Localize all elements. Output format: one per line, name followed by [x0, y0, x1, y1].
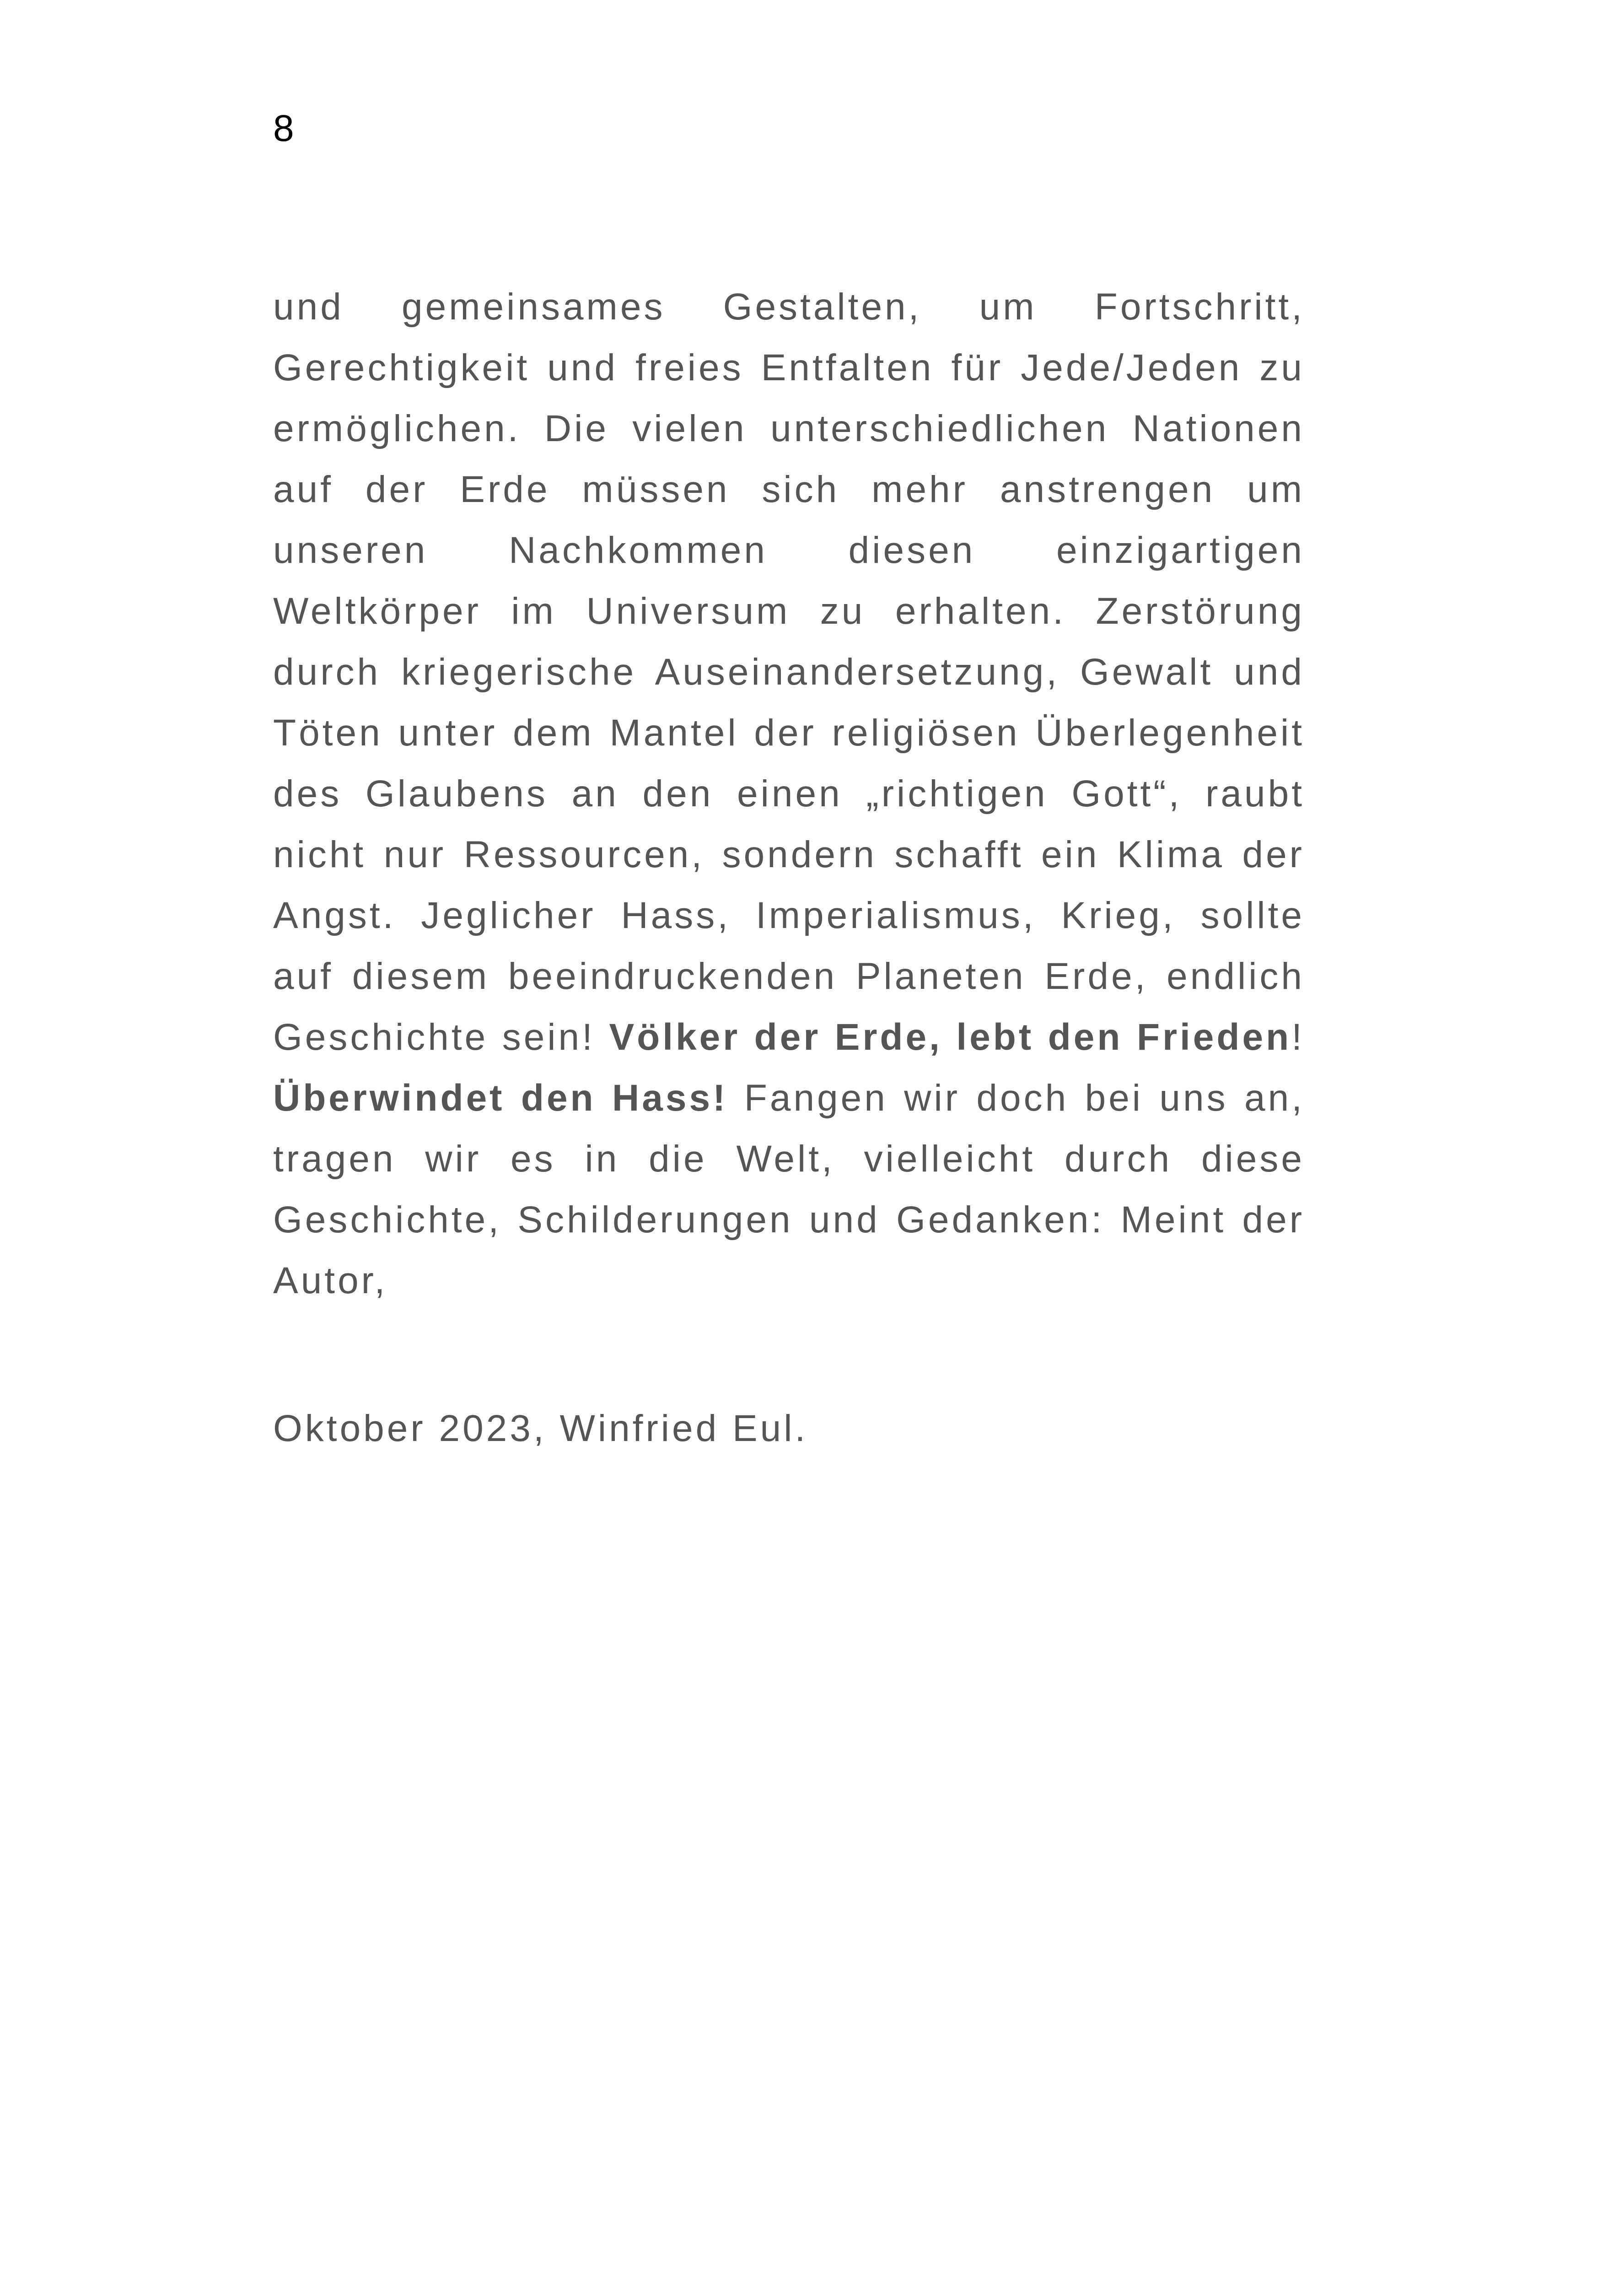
signature-line: Oktober 2023, Winfried Eul.	[273, 1408, 808, 1449]
text-segment: Fangen wir doch bei uns an, tragen wir es in die Welt, vielleicht durch diese Geschichte, Schilderungen und Gedanken: Meint der Autor,	[273, 1077, 1305, 1301]
body-paragraph	[273, 276, 1305, 1311]
text-segment: und gemeinsames Gestalten, um Fortschritt, Gerechtigkeit und freies Entfalten für Jede/Jeden zu ermöglichen. Die vielen unterschiedlichen Nationen auf der Erde müssen sich mehr anstrengen um unseren Nachkommen diesen einzigartigen Weltkörper im Universum zu erhalten. Zerstörung durch kriegerische Auseinandersetzung, Gewalt und Töten unter dem Mantel der religiösen Überlegenheit des Glaubens an den einen „richtigen Gott“, raubt nicht nur Ressourcen, sondern schafft ein Klima der Angst. Jeglicher Hass, Imperialismus, Krieg, sollte auf diesem beeindruckenden Planeten Erde, endlich Geschichte sein!	[273, 286, 1305, 1058]
bold-phrase-peace: Völker der Erde, lebt den Frieden	[609, 1016, 1292, 1058]
bold-phrase-hate: Überwindet den Hass!	[273, 1077, 728, 1119]
text-segment: !	[1291, 1016, 1305, 1058]
page-number: 8	[273, 108, 294, 149]
